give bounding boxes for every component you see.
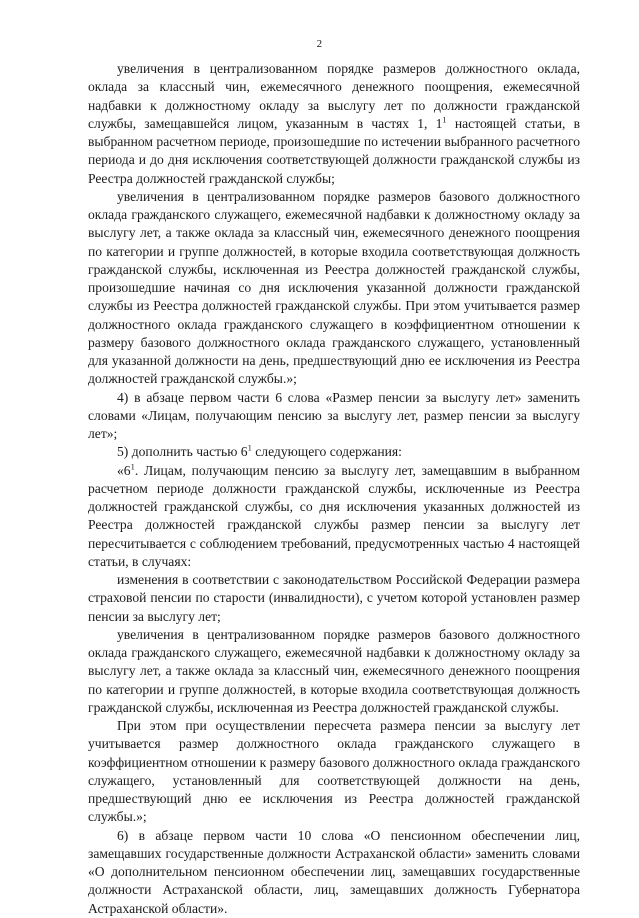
paragraph-4 [88,443,580,461]
paragraph-text: увеличения в централизованном порядке размеров должностного оклада, оклада за классный чин, ежемесячного денежного поощрения, ежемесячной надбавки к должностному окладу за выслугу лет по должности гражданской службы, замещавшейся лицом, указанным в частях 1, 1 [88,61,580,131]
paragraph-2 [88,188,580,389]
paragraph-text: «6 [117,462,131,478]
superscript: 1 [442,114,447,125]
paragraph-8 [88,717,580,827]
paragraph-3 [88,389,580,444]
paragraph-text: 4) в абзаце первом части 6 слова «Размер пенсии за выслугу лет» заменить словами «Лицам, получающим пенсию за выслугу лет, размер пенсии за выслугу лет»; [88,389,580,441]
paragraph-1 [88,60,580,188]
paragraph-6 [88,571,580,626]
paragraph-text: . Лицам, получающим пенсию за выслугу лет, замещавшим в выбранном расчетном периоде должности гражданской службы, исключенные из Реестра должностей гражданской службы, со дня исключения указанных должностей из Реестра должностей гражданской службы размер пенсии за выслугу лет пересчитывается с соблюдением требований, предусмотренных частью 4 настоящей статьи, в случаях: [88,462,580,569]
document-body [88,60,580,918]
paragraph-text: следующего содержания: [251,444,402,460]
paragraph-text: При этом при осуществлении пересчета размера пенсии за выслугу лет учитывается размер должностного оклада гражданского служащего в коэффициентном отношении к размеру базового должностного оклада гражданского служащего, установленный для соответствующей должности на день, предшествующий дню ее исключения из Реестра должностей гражданской службы.»; [88,718,580,825]
superscript: 1 [247,442,252,453]
paragraph-text: 6) в абзаце первом части 10 слова «О пенсионном обеспечении лиц, замещавших государственные должности Астраханской области» заменить словами «О дополнительном пенсионном обеспечении лиц, замещавших государственные должности Астраханской области, лиц, замещавших должность Губернатора Астраханской области». [88,827,580,916]
paragraph-7 [88,626,580,717]
paragraph-text: 5) дополнить частью 6 [117,444,248,460]
paragraph-text: настоящей статьи, в выбранном расчетном периоде, произошедшие по истечении выбранного расчетного периода и до дня исключения соответствующей должности гражданской службы из Реестра должностей гражданской службы; [88,115,580,186]
paragraph-5 [88,462,580,572]
paragraph-text: увеличения в централизованном порядке размеров базового должностного оклада гражданского служащего, ежемесячной надбавки к должностному окладу за выслугу лет, а также оклада за классный чин, ежемесячного денежного поощрения по категории и группе должностей, в которые входила соответствующая должность гражданской службы, исключенная из Реестра должностей гражданской службы, произошедшие начиная со дня исключения указанной должности гражданской службы из Реестра должностей гражданской службы. При этом учитывается размер должностного оклада гражданского служащего в коэффициентном отношении к размеру базового должностного оклада гражданского служащего, установленный для указанной должности на день, предшествующий дню ее исключения из Реестра должностей гражданской службы.»; [88,188,580,387]
paragraph-9 [88,827,580,918]
page-number: 2 [316,38,323,50]
superscript: 1 [130,460,135,471]
paragraph-text: увеличения в централизованном порядке размеров базового должностного оклада гражданского служащего, ежемесячной надбавки к должностному окладу за выслугу лет, а также оклада за классный чин, ежемесячного денежного поощрения по категории и группе должностей, в которые входила соответствующая должность гражданской службы, исключенная из Реестра должностей гражданской службы. [88,626,580,715]
paragraph-text: изменения в соответствии с законодательством Российской Федерации размера страховой пенсии по старости (инвалидности), с учетом которой установлен размер пенсии за выслугу лет; [88,572,580,624]
